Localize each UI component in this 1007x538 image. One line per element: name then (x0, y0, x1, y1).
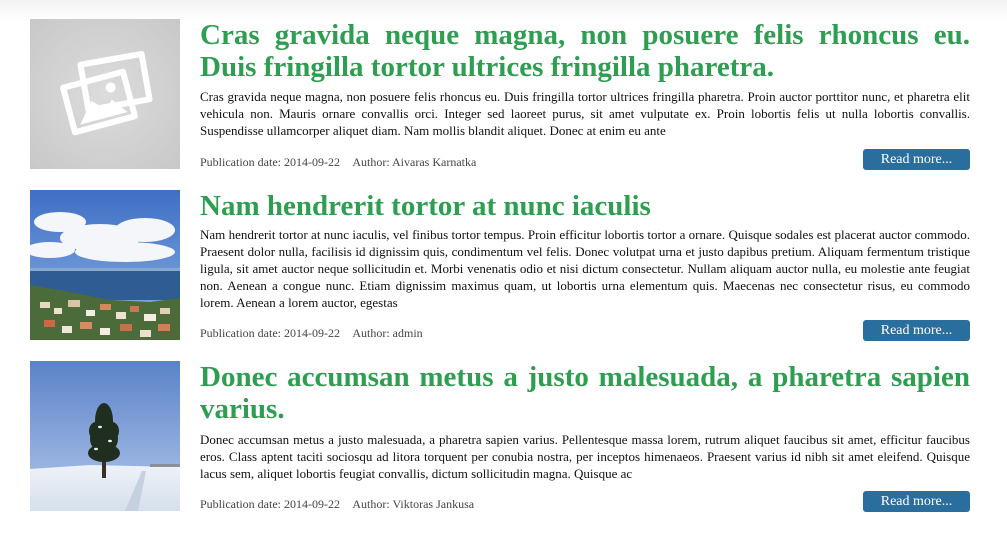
publication-date-label: Publication date: (200, 497, 281, 511)
coastal-town-photo (30, 190, 180, 340)
article-card (30, 190, 970, 341)
article-title[interactable]: Cras gravida neque magna, non posuere felis rhoncus eu. Duis fringilla tortor ultrices fringilla pharetra. (200, 19, 970, 83)
article-thumbnail[interactable] (30, 19, 180, 169)
author-name: Aivaras Karnatka (392, 155, 477, 169)
article-meta (200, 497, 474, 511)
read-more-button[interactable]: Read more... (863, 149, 970, 170)
winter-tree-photo (30, 361, 180, 511)
publication-date: 2014-09-22 (283, 497, 340, 511)
article-meta (200, 326, 423, 340)
author-name: Viktoras Jankusa (392, 497, 475, 511)
author-label: Author: (352, 326, 390, 340)
publication-date-label: Publication date: (200, 326, 281, 340)
article-excerpt: Cras gravida neque magna, non posuere felis rhoncus eu. Duis fringilla tortor ultrices fringilla pharetra. Proin auctor porttitor nunc, et pharetra elit vehicula non. Mauris ornare convallis orci. Integer sed laoreet purus, sit amet vulputate ex. Proin lobortis felis ut nulla lobortis convallis. Suspendisse ullamcorper aliquet diam. Nam mollis blandit aliquet. Donec at enim eu ante (200, 89, 970, 138)
article-excerpt: Donec accumsan metus a justo malesuada, a pharetra sapien varius. Pellentesque massa lorem, rutrum aliquet faucibus sit amet, efficitur faucibus eros. Class aptent taciti sociosqu ad litora torquent per conubia nostra, per inceptos himenaeos. Praesent varius id nibh sit amet eleifend. Quisque lacus sem, aliquet lobortis feugiat convallis, dictum sollicitudin magna. Quisque ac (200, 432, 970, 481)
read-more-button[interactable]: Read more... (863, 320, 970, 341)
author-label: Author: (352, 155, 390, 169)
article-meta (200, 155, 476, 169)
author-label: Author: (352, 497, 390, 511)
article-card (30, 19, 970, 170)
read-more-button[interactable]: Read more... (863, 491, 970, 512)
publication-date-label: Publication date: (200, 155, 281, 169)
publication-date: 2014-09-22 (283, 155, 340, 169)
author-name: admin (392, 326, 423, 340)
placeholder-image-icon (30, 19, 180, 169)
article-excerpt: Nam hendrerit tortor at nunc iaculis, vel finibus tortor tempus. Proin efficitur lobortis tortor a ornare. Quisque sodales est placerat auctor commodo. Praesent dolor nulla, facilisis id dignissim quis, condimentum vel felis. Donec volutpat urna et justo dapibus pretium. Aliquam fermentum tristique ligula, sit amet auctor neque sollicitudin et. Morbi venenatis odio et nisi dictum consectetur. Nullam aliquam auctor nulla, eu molestie ante feugiat non. Aenean a congue nunc. Etiam dignissim maximus quam, ut lobortis urna elementum quis. Maecenas nec consectetur risus, eu commodo lorem. Aenean a lorem auctor, egestas (200, 227, 970, 310)
article-thumbnail[interactable] (30, 190, 180, 340)
article-title[interactable]: Nam hendrerit tortor at nunc iaculis (200, 190, 651, 222)
article-title[interactable]: Donec accumsan metus a justo malesuada, a pharetra sapien varius. (200, 361, 970, 425)
publication-date: 2014-09-22 (283, 326, 340, 340)
article-thumbnail[interactable] (30, 361, 180, 511)
article-card (30, 361, 970, 512)
